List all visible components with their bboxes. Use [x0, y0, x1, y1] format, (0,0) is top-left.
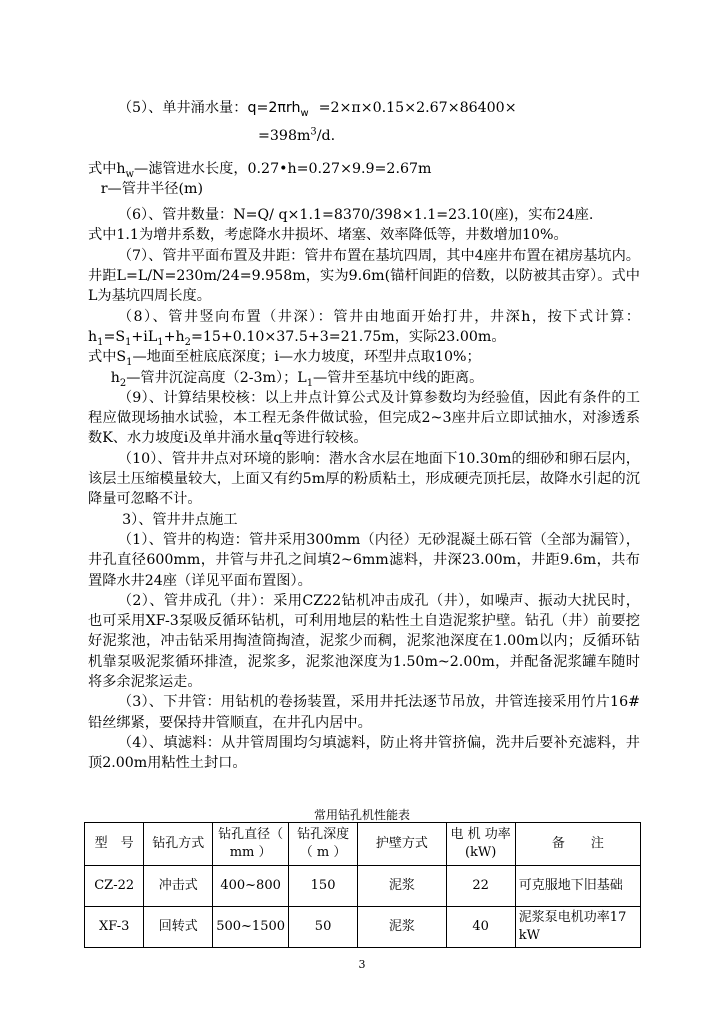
- header-depth: 钻孔深度（ m ）: [289, 823, 358, 866]
- cell-wall: 泥浆: [358, 866, 446, 907]
- table-header-row: [85, 823, 641, 866]
- paragraph-environment: （10）、管井井点对环境的影响：潜水含水层在地面下10.30m的细砂和卵石层内，该层土压缩模量较大，上面又有约5m厚的粉质粘土，形成硬壳顶托层，故降水引起的沉降量可忽略不计。: [88, 450, 640, 508]
- cell-model: CZ-22: [85, 866, 144, 907]
- cell-wall: 泥浆: [358, 907, 446, 948]
- cell-depth: 150: [289, 866, 358, 907]
- formula-calc: =2×π×0.15×2.67×86400×: [318, 100, 517, 116]
- header-note: 备 注: [515, 823, 640, 866]
- note-r: r—管井半径(m): [100, 180, 204, 197]
- well-yield-formula: [88, 98, 640, 118]
- paragraph-drilling: （2）、管井成孔（井）：采用CZ22钻机冲击成孔（井），如噪声、振动大扰民时，也可采用XF-3泵吸反循环钻机，可利用地层的粘性土自造泥浆护壁。钻孔（井）前要挖好泥浆池，冲击钻采用掏渣筒掏渣，泥浆少而稠，泥浆池深度在1.00m以内；反循环钻机靠泵吸泥浆循环排渣，泥浆多，泥浆池深度为1.50m~2.00m，并配备泥浆罐车随时将多余泥浆运走。: [88, 592, 640, 691]
- section-heading-construction: 3）、管井井点施工: [122, 511, 238, 528]
- cell-method: 回转式: [144, 907, 213, 948]
- drilling-machine-table: [84, 822, 641, 948]
- paragraph-vertical-layout: （8）、管井竖向布置（井深）：管井由地面开始打井，井深h，按下式计算：$h_1=S_1+iL_1+h_2=15+0.10\times 37.5+3=21.75m$，实际23.00m。: [88, 308, 640, 348]
- cell-method: 冲击式: [144, 866, 213, 907]
- paragraph-well-yield: [88, 98, 640, 147]
- paragraph-pipe-lowering: （3）、下井管：用钻机的卷扬装置，采用井托法逐节吊放，井管连接采用竹片16#铅丝绑紧，要保持井管顺直，在井孔内居中。: [88, 694, 640, 731]
- cell-diameter: 500~1500: [213, 907, 289, 948]
- note-h2: $h_2—$管井沉淀高度（2-3m）；$L_1—$管井至基坑中线的距离。: [110, 369, 484, 389]
- paragraph-plan-layout: （7）、管井平面布置及井距：管井布置在基坑四周，其中4座井布置在裙房基坑内。井距L=L/N=230m/24=9.958m，实为9.6m(锚杆间距的倍数，以防被其击穿）。式中L为基坑四周长度。: [88, 247, 640, 305]
- table-caption: 常用钻孔机性能表: [313, 808, 410, 822]
- cell-power: 40: [446, 907, 515, 948]
- header-wall: 护壁方式: [358, 823, 446, 866]
- paragraph-well-count: （6）、管井数量：N=Q/ q×1.1=8370/398×1.1=23.10(座)，实布24座.: [117, 207, 594, 224]
- header-model: 型 号: [85, 823, 144, 866]
- cell-note: 可克服地下旧基础: [515, 866, 640, 907]
- header-power: 电 机 功率(kW): [446, 823, 515, 866]
- note-increase-coefficient: 式中1.1为增井系数，考虑降水井损坏、堵塞、效率降低等，井数增加10%。: [88, 227, 568, 244]
- note-s1: 式中$S_1—$地面至桩底底深度；i—水力坡度，环型井点取10%；: [88, 349, 481, 369]
- paragraph-verification: （9）、计算结果校核：以上井点计算公式及计算参数均为经验值，因此有条件的工程应做现场抽水试验，本工程无条件做试验，但完成2~3座井后立即试抽水，对渗透系数K、水力坡度i及单井涌水量q等进行较核。: [88, 389, 640, 447]
- paragraph-well-structure: （1）、管井的构造：管井采用300mm（内径）无砂混凝土砾石管（全部为漏管），井孔直径600mm，井管与井孔之间填2~6mm滤料，井深23.00m，井距9.6m，共布置降水井24座（详见平面布置图）。: [88, 531, 640, 589]
- well-yield-result: $=398m^3/d$.: [258, 126, 336, 145]
- well-yield-label: （5）、单井涌水量：: [117, 100, 248, 116]
- table-row: [85, 907, 641, 948]
- header-diameter: 钻孔直径（ mm ）: [213, 823, 289, 866]
- page-number: 3: [358, 958, 366, 971]
- document-body: [88, 98, 640, 774]
- note-hw: 式中$h_w—$滤管进水长度，0.27•h=0.27×9.9=2.67m: [88, 160, 432, 180]
- header-method: 钻孔方式: [144, 823, 213, 866]
- cell-diameter: 400~800: [213, 866, 289, 907]
- cell-depth: 50: [289, 907, 358, 948]
- table-row: [85, 866, 641, 907]
- cell-model: XF-3: [85, 907, 144, 948]
- cell-note: 泥浆泵电机功率17 kW: [515, 907, 640, 948]
- cell-power: 22: [446, 866, 515, 907]
- formula-q: q=2πrh$_w$: [247, 100, 309, 119]
- paragraph-filter-filling: （4）、填滤料：从井管周围均匀填滤料，防止将井管挤偏，洗井后要补充滤料，井顶2.00m用粘性土封口。: [88, 734, 640, 772]
